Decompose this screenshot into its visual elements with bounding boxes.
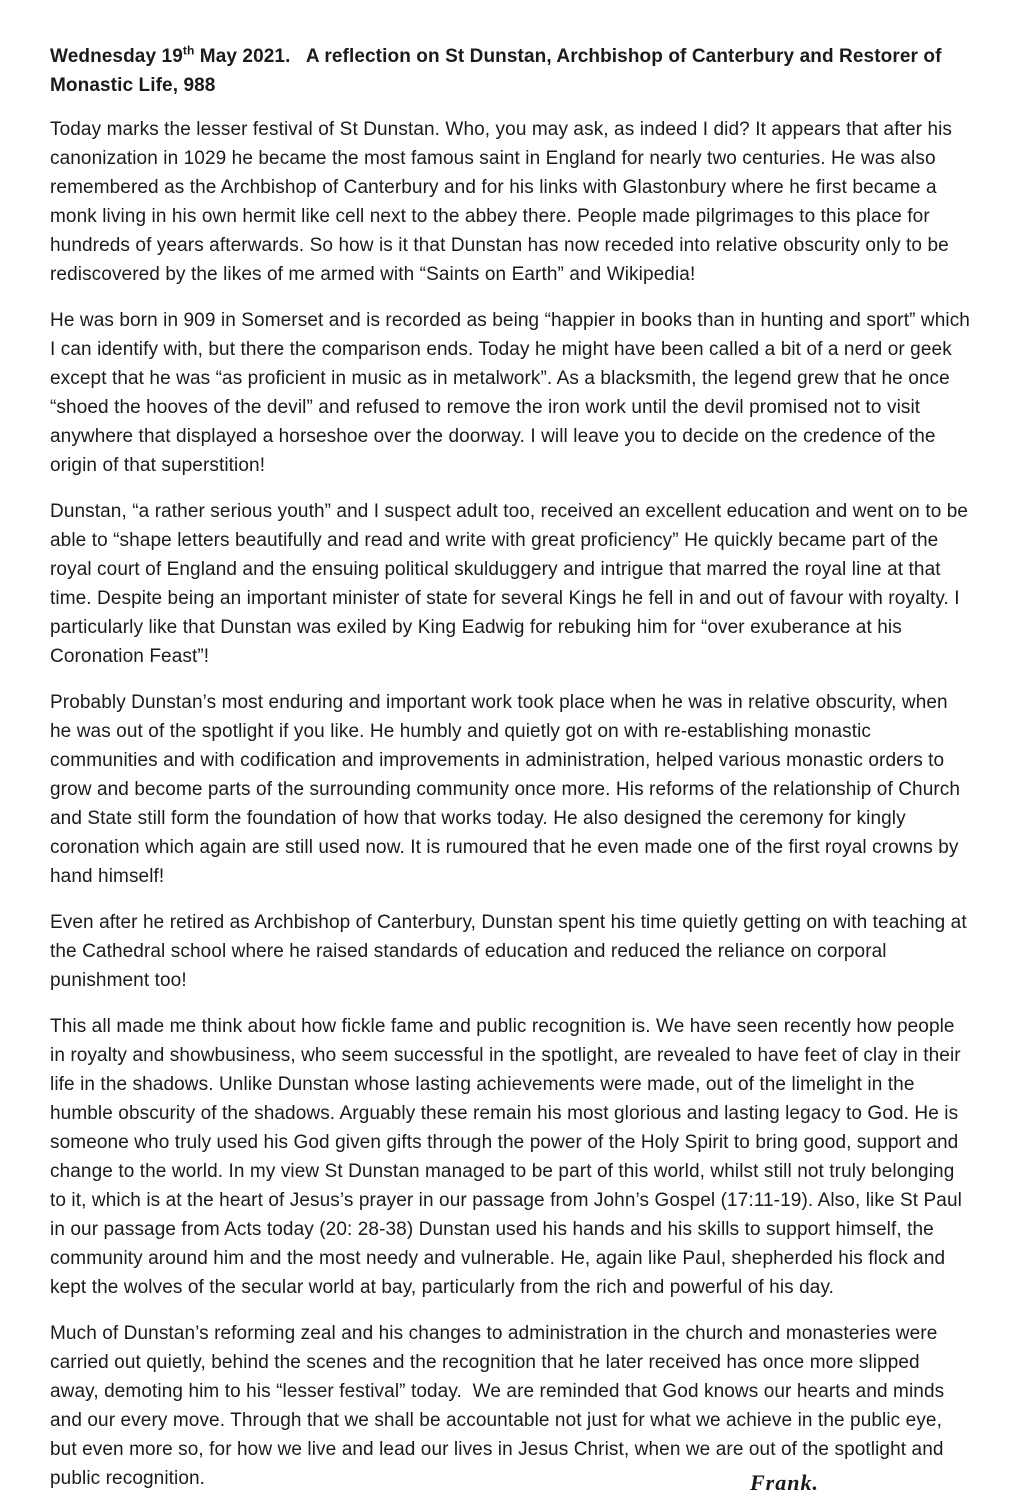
document-title	[50, 42, 970, 100]
author-signature: Frank.	[750, 1470, 819, 1495]
paragraph-4: Probably Dunstan’s most enduring and important work took place when he was in relative obscurity, when he was out of the spotlight if you like. He humbly and quietly got on with re-establishing monastic communities and with codification and improvements in administration, helped various monastic orders to grow and become parts of the surrounding community once more. His reforms of the relationship of Church and State still form the foundation of how that works today. He also designed the ceremony for kingly coronation which again are still used now. It is rumoured that he even made one of the first royal crowns by hand himself!	[50, 692, 966, 887]
title-date-prefix: Wednesday 19	[50, 46, 183, 67]
paragraph-3: Dunstan, “a rather serious youth” and I suspect adult too, received an excellent education and went on to be able to “shape letters beautifully and read and write with great proficiency” He quickly became part of the royal court of England and the ensuing political skulduggery and intrigue that marred the royal line at that time. Despite being an important minister of state for several Kings he fell in and out of favour with royalty. I particularly like that Dunstan was exiled by King Eadwig for rebuking him for “over exuberance at his Coronation Feast”!	[50, 501, 974, 667]
paragraph-1: Today marks the lesser festival of St Dunstan. Who, you may ask, as indeed I did? It appears that after his canonization in 1029 he became the most famous saint in England for nearly two centuries. He was also remembered as the Archbishop of Canterbury and for his links with Glastonbury where he first became a monk living in his own hermit like cell next to the abbey there. People made pilgrimages to this place for hundreds of years afterwards. So how is it that Dunstan has now receded into relative obscurity only to be rediscovered by the likes of me armed with “Saints on Earth” and Wikipedia!	[50, 119, 958, 285]
title-ordinal-superscript: th	[182, 43, 195, 58]
paragraph-7-text: Much of Dunstan’s reforming zeal and his changes to administration in the church and monasteries were carried out quietly, behind the scenes and the recognition that he later received has once more slipped away, demoting him to his “lesser festival” today. We are reminded that God knows our hearts and minds and our every move. Through that we shall be accountable not just for what we achieve in the public eye, but even more so, for how we live and lead our lives in Jesus Christ, when we are out of the spotlight and public recognition.	[50, 1323, 950, 1489]
paragraph-5: Even after he retired as Archbishop of Canterbury, Dunstan spent his time quietly getting on with teaching at the Cathedral school where he raised standards of education and reduced the reliance on corporal punishment too!	[50, 912, 973, 991]
paragraph-2: He was born in 909 in Somerset and is recorded as being “happier in books than in hunting and sport” which I can identify with, but there the comparison ends. Today he might have been called a bit of a nerd or geek except that he was “as proficient in music as in metalwork”. As a blacksmith, the legend grew that he once “shoed the hooves of the devil” and refused to remove the iron work until the devil promised not to visit anywhere that displayed a horseshoe over the doorway. I will leave you to decide on the credence of the origin of that superstition!	[50, 310, 976, 476]
paragraph-6: This all made me think about how fickle fame and public recognition is. We have seen recently how people in royalty and showbusiness, who seem successful in the spotlight, are revealed to have feet of clay in their life in the shadows. Unlike Dunstan whose lasting achievements were made, out of the limelight in the humble obscurity of the shadows. Arguably these remain his most glorious and lasting legacy to God. He is someone who truly used his God given gifts through the power of the Holy Spirit to bring good, support and change to the world. In my view St Dunstan managed to be part of this world, whilst still not truly belonging to it, which is at the heart of Jesus’s prayer in our passage from John’s Gospel (17:11-19). Also, like St Paul in our passage from Acts today (20: 28-38) Dunstan used his hands and his skills to support himself, the community around him and the most needy and vulnerable. He, again like Paul, shepherded his flock and kept the wolves of the secular world at bay, particularly from the rich and powerful of his day.	[50, 1016, 968, 1298]
title-text: May 2021. A reflection on St Dunstan, Archbishop of Canterbury and Restorer of Monastic Life, 988	[50, 46, 947, 96]
paragraph-7	[50, 1319, 970, 1493]
